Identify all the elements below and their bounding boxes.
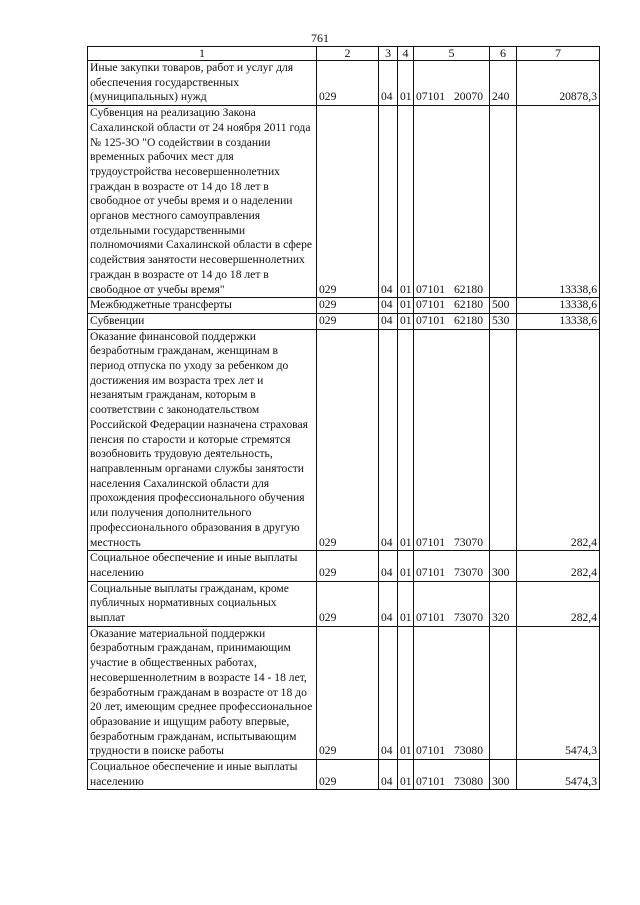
row-amount-cell: 20878,3 — [517, 61, 600, 106]
csr-program-code: 07101 — [416, 535, 445, 549]
row-rz-cell: 04 — [379, 313, 398, 329]
csr-direction-code: 73070 — [454, 535, 483, 549]
table-row — [88, 106, 600, 298]
row-pr-cell: 01 — [398, 551, 414, 581]
csr-direction-code: 73080 — [454, 744, 483, 758]
column-header: 6 — [490, 47, 517, 61]
csr-direction-code: 73070 — [454, 565, 483, 579]
csr-direction-code: 73080 — [454, 774, 483, 788]
row-ved-cell: 029 — [317, 298, 379, 314]
row-amount-cell: 5474,3 — [517, 760, 600, 790]
row-csr-cell — [414, 329, 490, 551]
csr-program-code: 07101 — [416, 565, 445, 579]
row-name-cell: Субвенция на реализацию Закона Сахалинской области от 24 ноября 2011 года № 125-ЗО "О содействии в создании временных рабочих мест для трудоустройства несовершеннолетних граждан в возрасте от 14 до 18 лет в свободное от учебы время и о наделении органов местного самоуправления отдельными государственными полномочиями Сахалинской области в сфере содействия занятости несовершеннолетних граждан в возрасте от 14 до 18 лет в свободное от учебы время" — [88, 106, 317, 298]
column-header: 1 — [88, 47, 317, 61]
csr-program-code: 07101 — [416, 744, 445, 758]
row-name-cell: Оказание финансовой поддержки безработным гражданам, женщинам в период отпуска по уходу за ребенком до достижения им возраста трех лет и незанятым гражданам, которым в соответствии с законодательством Российской Федерации назначена страховая пенсия по старости и которые стремятся возобновить трудовую деятельность, направленным органами службы занятости населения Сахалинской области для прохождения профессионального обучения или получения дополнительного профессионального образования в другую местность — [88, 329, 317, 551]
row-rz-cell: 04 — [379, 581, 398, 626]
row-pr-cell: 01 — [398, 329, 414, 551]
csr-program-code: 07101 — [416, 298, 445, 312]
row-vr-cell — [490, 329, 517, 551]
row-amount-cell: 5474,3 — [517, 626, 600, 759]
column-header: 3 — [379, 47, 398, 61]
table-row — [88, 313, 600, 329]
column-header: 5 — [414, 47, 490, 61]
table-row — [88, 329, 600, 551]
row-csr-cell — [414, 626, 490, 759]
row-vr-cell: 500 — [490, 298, 517, 314]
row-csr-cell — [414, 313, 490, 329]
row-vr-cell: 300 — [490, 760, 517, 790]
row-csr-cell — [414, 581, 490, 626]
row-amount-cell: 13338,6 — [517, 313, 600, 329]
row-amount-cell: 282,4 — [517, 329, 600, 551]
csr-direction-code: 62180 — [454, 313, 483, 327]
table-row — [88, 298, 600, 314]
row-rz-cell: 04 — [379, 551, 398, 581]
csr-program-code: 07101 — [416, 611, 445, 625]
csr-direction-code: 73070 — [454, 611, 483, 625]
row-name-cell: Социальное обеспечение и иные выплаты населению — [88, 551, 317, 581]
row-rz-cell: 04 — [379, 61, 398, 106]
table-row — [88, 626, 600, 759]
row-vr-cell — [490, 626, 517, 759]
row-ved-cell: 029 — [317, 313, 379, 329]
row-pr-cell: 01 — [398, 106, 414, 298]
column-header: 4 — [398, 47, 414, 61]
page-number: 761 — [311, 31, 329, 45]
row-pr-cell: 01 — [398, 760, 414, 790]
row-rz-cell: 04 — [379, 106, 398, 298]
row-ved-cell: 029 — [317, 329, 379, 551]
row-vr-cell: 300 — [490, 551, 517, 581]
table-row — [88, 551, 600, 581]
row-amount-cell: 13338,6 — [517, 106, 600, 298]
row-pr-cell: 01 — [398, 298, 414, 314]
csr-direction-code: 20070 — [454, 90, 483, 104]
row-name-cell: Оказание материальной поддержки безработным гражданам, принимающим участие в общественных работах, несовершеннолетним в возрасте 14 - 18 лет, безработным гражданам в возрасте от 18 до 20 лет, имеющим среднее профессиональное образование и ищущим работу впервые, безработным гражданам, испытывающим трудности в поиске работы — [88, 626, 317, 759]
row-csr-cell — [414, 61, 490, 106]
row-csr-cell — [414, 298, 490, 314]
csr-direction-code: 62180 — [454, 298, 483, 312]
row-csr-cell — [414, 106, 490, 298]
row-amount-cell: 282,4 — [517, 581, 600, 626]
table-row — [88, 581, 600, 626]
row-amount-cell: 13338,6 — [517, 298, 600, 314]
row-rz-cell: 04 — [379, 760, 398, 790]
csr-direction-code: 62180 — [454, 282, 483, 296]
row-pr-cell: 01 — [398, 313, 414, 329]
table-row — [88, 760, 600, 790]
row-ved-cell: 029 — [317, 551, 379, 581]
csr-program-code: 07101 — [416, 90, 445, 104]
csr-program-code: 07101 — [416, 774, 445, 788]
row-vr-cell: 530 — [490, 313, 517, 329]
row-pr-cell: 01 — [398, 581, 414, 626]
table-row — [88, 61, 600, 106]
row-amount-cell: 282,4 — [517, 551, 600, 581]
row-rz-cell: 04 — [379, 329, 398, 551]
row-csr-cell — [414, 760, 490, 790]
row-pr-cell: 01 — [398, 61, 414, 106]
row-vr-cell — [490, 106, 517, 298]
row-ved-cell: 029 — [317, 61, 379, 106]
budget-table — [87, 46, 600, 790]
row-ved-cell: 029 — [317, 106, 379, 298]
row-name-cell: Социальные выплаты гражданам, кроме публичных нормативных социальных выплат — [88, 581, 317, 626]
row-vr-cell: 240 — [490, 61, 517, 106]
row-ved-cell: 029 — [317, 626, 379, 759]
row-name-cell: Межбюджетные трансферты — [88, 298, 317, 314]
csr-program-code: 07101 — [416, 282, 445, 296]
row-ved-cell: 029 — [317, 581, 379, 626]
row-pr-cell: 01 — [398, 626, 414, 759]
csr-program-code: 07101 — [416, 313, 445, 327]
column-number-row — [88, 47, 600, 61]
column-header: 7 — [517, 47, 600, 61]
row-name-cell: Субвенции — [88, 313, 317, 329]
row-name-cell: Социальное обеспечение и иные выплаты населению — [88, 760, 317, 790]
row-csr-cell — [414, 551, 490, 581]
column-header: 2 — [317, 47, 379, 61]
budget-table-body — [88, 47, 600, 790]
row-rz-cell: 04 — [379, 626, 398, 759]
row-name-cell: Иные закупки товаров, работ и услуг для обеспечения государственных (муниципальных) нужд — [88, 61, 317, 106]
row-rz-cell: 04 — [379, 298, 398, 314]
row-ved-cell: 029 — [317, 760, 379, 790]
row-vr-cell: 320 — [490, 581, 517, 626]
